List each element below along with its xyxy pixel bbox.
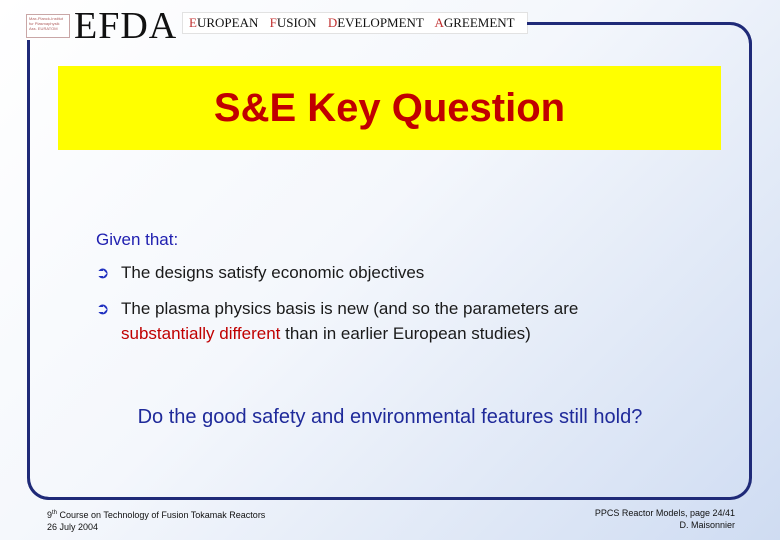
- given-heading: Given that:: [96, 230, 179, 249]
- key-question: Do the good safety and environmental features still hold?: [137, 406, 643, 428]
- slide-title: S&E Key Question: [213, 85, 566, 130]
- bullet-item: [96, 260, 424, 285]
- highlight-text: substantially different: [121, 324, 281, 343]
- slide-frame-left: [27, 40, 57, 500]
- efda-logo-text: EFDA: [74, 5, 178, 47]
- arrow-bullet-icon: ➲: [96, 299, 110, 318]
- logo-line: Max-Planck-Institut: [29, 16, 64, 21]
- bullet-text: The plasma physics basis is new (and so the parameters are substantially different than in earlier European studies): [121, 299, 579, 343]
- logo-line: fur Plasmaphysik: [29, 21, 60, 26]
- title-band: [58, 66, 721, 150]
- banner-word: FUSION: [269, 15, 317, 30]
- banner-word: AGREEMENT: [434, 15, 515, 30]
- logo-line: Ass. EURATOM: [29, 26, 58, 31]
- footer-right: PPCS Reactor Models, page 24/41 D. Maisonnier: [594, 508, 735, 530]
- banner-word: DEVELOPMENT: [327, 15, 424, 30]
- arrow-bullet-icon: ➲: [96, 263, 110, 282]
- bullet-text: The designs satisfy economic objectives: [121, 263, 425, 282]
- bullet-item: [96, 296, 716, 346]
- banner-word: EUROPEAN: [189, 15, 259, 30]
- footer-left: 9th Course on Technology of Fusion Tokamak Reactors 26 July 2004: [47, 510, 266, 532]
